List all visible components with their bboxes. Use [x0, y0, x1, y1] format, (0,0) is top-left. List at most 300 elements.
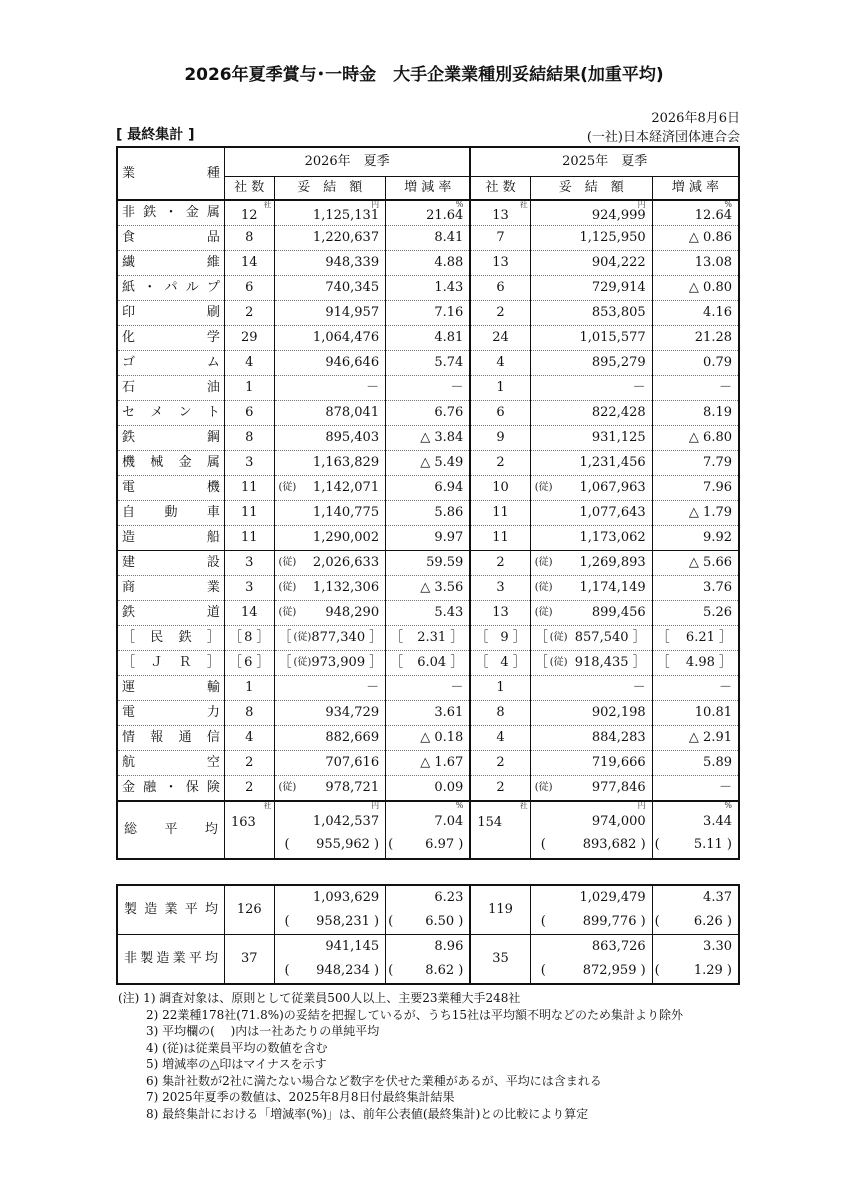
amount-26: 948,339	[274, 251, 386, 276]
company-count-25: 1	[470, 676, 530, 701]
amount-26: (従) 1,132,306	[274, 576, 386, 601]
amount-25: 904,222	[530, 251, 652, 276]
company-count-25: 8	[470, 701, 530, 726]
industry-name: 建設	[117, 551, 224, 576]
rate-stack	[388, 886, 463, 934]
footnote-line: (注) 1) 調査対象は、原則として従業員500人以上、主要23業種大手248社	[118, 991, 521, 1005]
company-count-25: 119	[470, 885, 530, 935]
company-count-25: 6	[470, 276, 530, 301]
amount-26: ［ (従) 877,340 ］	[274, 626, 386, 651]
col-count-2025: 社 数	[470, 177, 530, 201]
industry-name: 紙・パルプ	[117, 276, 224, 301]
unit-amount: 円	[371, 200, 380, 209]
company-count-25: 2	[470, 301, 530, 326]
change-rate-26: 5.86	[386, 501, 471, 526]
industry-name: 石油	[117, 376, 224, 401]
change-rate-26: －	[386, 676, 471, 701]
footnote-line: 8) 最終集計における「増減率(%)」は、前年公表値(最終集計)との比較により算定	[146, 1106, 589, 1121]
industry-name: 機械金属	[117, 451, 224, 476]
weighted-amount: 863,726	[591, 939, 646, 954]
unit-rate: %	[724, 200, 732, 209]
employee-average-flag: (従)	[278, 782, 297, 793]
company-count-26: 1	[224, 376, 274, 401]
change-rate-25: －	[652, 776, 739, 802]
table-row	[117, 451, 739, 476]
company-count-26: 6	[224, 276, 274, 301]
change-rate-26: 59.59	[386, 551, 471, 576]
table-row	[117, 301, 739, 326]
change-rate-26: －	[386, 376, 471, 401]
industry-name: 鉄鋼	[117, 426, 224, 451]
employee-average-flag: (従)	[534, 557, 553, 568]
table-row	[117, 426, 739, 451]
amount-25: ［ (従) 918,435 ］	[530, 651, 652, 676]
amount-stack	[533, 810, 646, 856]
bracket-left: ［	[278, 655, 292, 670]
company-count-25: ［ 9 ］	[470, 626, 530, 651]
amount-26: －	[274, 376, 386, 401]
unit-count: 社	[519, 801, 528, 810]
change-rate-26: % 21.64	[386, 200, 471, 226]
average-name: 非製造業平均	[117, 935, 224, 985]
change-rate-26: 5.43	[386, 601, 471, 626]
amount-25	[530, 801, 652, 859]
amount-stack	[533, 886, 646, 934]
change-rate-25: 21.28	[652, 326, 739, 351]
change-rate-25: 5.89	[652, 751, 739, 776]
industry-name: 造船	[117, 526, 224, 551]
table-row	[117, 251, 739, 276]
employee-average-flag: (従)	[534, 582, 553, 593]
change-rate-25: △ 0.80	[652, 276, 739, 301]
paren-left: (	[284, 963, 290, 978]
company-count-25: 6	[470, 401, 530, 426]
industry-name: セメント	[117, 401, 224, 426]
col-amount-2026: 妥 結 額	[274, 177, 386, 201]
amount-25: 822,428	[530, 401, 652, 426]
employee-average-flag: (従)	[534, 607, 553, 618]
table-row	[117, 776, 739, 802]
company-count-25: 13	[470, 601, 530, 626]
amount-25	[530, 885, 652, 935]
amount-25: 円 924,999	[530, 200, 652, 226]
amount-25: 719,666	[530, 751, 652, 776]
bracket-left: ［	[475, 630, 489, 645]
unit-amount: 円	[371, 801, 380, 810]
company-count-26: 4	[224, 726, 274, 751]
employee-average-flag: (従)	[278, 482, 297, 493]
publish-date: 2026年8月6日	[651, 111, 740, 126]
amount-26: 740,345	[274, 276, 386, 301]
table-row	[117, 351, 739, 376]
company-count-25: 1	[470, 376, 530, 401]
table-row	[117, 376, 739, 401]
paren-left: (	[284, 836, 290, 852]
company-count-26: 126	[224, 885, 274, 935]
change-rate-25: －	[652, 676, 739, 701]
amount-25: (従) 977,846	[530, 776, 652, 802]
simple-rate: ( 6.50 )	[388, 914, 464, 929]
weighted-rate: 8.96	[434, 939, 464, 954]
industry-name: 運輸	[117, 676, 224, 701]
table-row	[117, 476, 739, 501]
company-count-25	[470, 801, 530, 859]
weighted-amount: 974,000	[591, 813, 646, 829]
year-2025-header: 2025年 夏季	[470, 147, 739, 177]
unit-rate: %	[724, 801, 732, 810]
industry-name: 化学	[117, 326, 224, 351]
unit-amount: 円	[637, 801, 646, 810]
change-rate-26: 0.09	[386, 776, 471, 802]
amount-25: (従) 1,067,963	[530, 476, 652, 501]
amount-25: 729,914	[530, 276, 652, 301]
company-count-26: 11	[224, 501, 274, 526]
simple-rate: ( 1.29 )	[654, 963, 732, 978]
change-rate-26: ［ 2.31 ］	[386, 626, 471, 651]
amount-stack	[277, 886, 380, 934]
simple-amount: ( 899,776 )	[533, 915, 646, 929]
amount-25: －	[530, 376, 652, 401]
company-count-25: 24	[470, 326, 530, 351]
table-row	[117, 551, 739, 576]
change-rate-26: △ 5.49	[386, 451, 471, 476]
change-rate-25: △ 1.79	[652, 501, 739, 526]
count-value: 154	[477, 815, 503, 830]
amount-25: 931,125	[530, 426, 652, 451]
amount-25: 1,231,456	[530, 451, 652, 476]
amount-26: (従) 1,142,071	[274, 476, 386, 501]
amount-stack	[277, 935, 380, 983]
employee-average-flag: (従)	[549, 657, 568, 668]
weighted-amount: 1,029,479	[579, 890, 646, 905]
count-value: 163	[230, 815, 256, 830]
simple-amount: ( 955,962 )	[277, 838, 380, 852]
change-rate-25	[652, 935, 739, 985]
company-count-26: 2	[224, 751, 274, 776]
table-row	[117, 626, 739, 651]
amount-stack	[277, 810, 380, 856]
bracket-left: ［	[656, 655, 670, 670]
paren-left: (	[654, 836, 660, 852]
table-row	[117, 501, 739, 526]
change-rate-26: 5.74	[386, 351, 471, 376]
industry-name: 食品	[117, 226, 224, 251]
amount-25: 1,077,643	[530, 501, 652, 526]
table-row	[117, 701, 739, 726]
change-rate-25: ［ 4.98 ］	[652, 651, 739, 676]
company-count-25: 10	[470, 476, 530, 501]
industry-name: 電機	[117, 476, 224, 501]
company-count-26: 37	[224, 935, 274, 985]
bracket-left: ［	[390, 630, 404, 645]
industry-name: 自動車	[117, 501, 224, 526]
change-rate-25: 0.79	[652, 351, 739, 376]
employee-average-flag: (従)	[278, 582, 297, 593]
company-count-25: 3	[470, 576, 530, 601]
amount-26: 882,669	[274, 726, 386, 751]
table-row	[117, 576, 739, 601]
weighted-rate: 7.04	[434, 813, 464, 829]
amount-26	[274, 885, 386, 935]
change-rate-25: △ 0.86	[652, 226, 739, 251]
change-rate-26	[386, 801, 471, 859]
col-count-2026: 社 数	[224, 177, 274, 201]
change-rate-26: △ 0.18	[386, 726, 471, 751]
company-count-25: 13	[470, 251, 530, 276]
amount-26: 946,646	[274, 351, 386, 376]
weighted-rate: 6.23	[434, 890, 464, 905]
change-rate-25: －	[652, 376, 739, 401]
change-rate-25: △ 5.66	[652, 551, 739, 576]
company-count-26: ［ 6 ］	[224, 651, 274, 676]
paren-left: (	[388, 963, 394, 978]
change-rate-25: 13.08	[652, 251, 739, 276]
change-rate-26: △ 3.56	[386, 576, 471, 601]
amount-25: 1,125,950	[530, 226, 652, 251]
company-count-26: 14	[224, 601, 274, 626]
unit-rate: %	[455, 801, 464, 810]
amount-stack	[533, 935, 646, 983]
bracket-left: ［	[534, 630, 548, 645]
table-row	[117, 326, 739, 351]
amount-25	[530, 935, 652, 985]
company-count-26: 11	[224, 526, 274, 551]
col-rate-2025: 増 減 率	[652, 177, 739, 201]
amount-25: 895,279	[530, 351, 652, 376]
weighted-rate: 4.37	[703, 890, 732, 905]
amount-26	[274, 935, 386, 985]
change-rate-26: 3.61	[386, 701, 471, 726]
weighted-rate: 3.44	[703, 813, 732, 829]
change-rate-25: △ 2.91	[652, 726, 739, 751]
unit-count: 社	[519, 200, 528, 209]
employee-average-flag: (従)	[293, 657, 312, 668]
amount-26: 934,729	[274, 701, 386, 726]
amount-26: 1,140,775	[274, 501, 386, 526]
company-count-25: 4	[470, 726, 530, 751]
amount-26: －	[274, 676, 386, 701]
simple-rate: ( 6.97 )	[388, 836, 464, 852]
amount-25: 853,805	[530, 301, 652, 326]
change-rate-26	[386, 885, 471, 935]
paren-left: (	[540, 914, 546, 929]
bracket-left: ［	[475, 655, 489, 670]
change-rate-25	[652, 885, 739, 935]
simple-amount: ( 893,682 )	[533, 838, 646, 852]
simple-amount: ( 958,231 )	[277, 915, 380, 929]
amount-25: －	[530, 676, 652, 701]
table-row	[117, 401, 739, 426]
unit-amount: 円	[637, 200, 646, 209]
amount-25: (従) 1,269,893	[530, 551, 652, 576]
change-rate-26: 4.88	[386, 251, 471, 276]
change-rate-25: 9.92	[652, 526, 739, 551]
company-count-26	[224, 801, 274, 859]
change-rate-25: % 12.64	[652, 200, 739, 226]
amount-26: 1,064,476	[274, 326, 386, 351]
table-row	[117, 676, 739, 701]
company-count-26: 8	[224, 701, 274, 726]
footnote-line: 3) 平均欄の( )内は一社あたりの単純平均	[146, 1024, 380, 1038]
paren-left: (	[284, 914, 290, 929]
company-count-26: 社 12	[224, 200, 274, 226]
weighted-amount: 1,042,537	[312, 813, 380, 829]
change-rate-25: 8.19	[652, 401, 739, 426]
footnote-line: 6) 集計社数が2社に満たない場合など数字を伏せた業種があるが、平均には含まれる	[146, 1073, 602, 1088]
company-count-26: ［ 8 ］	[224, 626, 274, 651]
employee-average-flag: (従)	[278, 557, 297, 568]
rate-stack	[388, 935, 463, 983]
change-rate-25: ［ 6.21 ］	[652, 626, 739, 651]
change-rate-26: △ 3.84	[386, 426, 471, 451]
change-rate-26: 8.41	[386, 226, 471, 251]
rate-stack	[655, 935, 732, 983]
weighted-rate: 3.30	[703, 939, 732, 954]
results-table	[116, 146, 740, 860]
footnotes	[118, 990, 683, 1122]
industry-name: 情報通信	[117, 726, 224, 751]
amount-26: (従) 948,290	[274, 601, 386, 626]
average-name: 製造業平均	[117, 885, 224, 935]
industry-name: 電力	[117, 701, 224, 726]
change-rate-25: 10.81	[652, 701, 739, 726]
table-row	[117, 751, 739, 776]
change-rate-26: ［ 6.04 ］	[386, 651, 471, 676]
change-rate-25	[652, 801, 739, 859]
change-rate-26	[386, 935, 471, 985]
section-label: [ 最終集計 ]	[116, 127, 195, 143]
simple-amount: ( 872,959 )	[533, 964, 646, 978]
company-count-26: 2	[224, 301, 274, 326]
amount-26: 895,403	[274, 426, 386, 451]
table-row	[117, 526, 739, 551]
company-count-25: 2	[470, 751, 530, 776]
company-count-26: 11	[224, 476, 274, 501]
year-2026-header: 2026年 夏季	[224, 147, 470, 177]
amount-25: ［ (従) 857,540 ］	[530, 626, 652, 651]
total-row	[117, 801, 739, 859]
amount-26: 1,290,002	[274, 526, 386, 551]
col-amount-2025: 妥 結 額	[530, 177, 652, 201]
page-title: 2026年夏季賞与･一時金 大手企業業種別妥結結果(加重平均)	[184, 65, 664, 85]
company-count-26: 1	[224, 676, 274, 701]
summary-row	[117, 885, 739, 935]
company-count-25: 35	[470, 935, 530, 985]
change-rate-25: 7.96	[652, 476, 739, 501]
amount-26	[274, 801, 386, 859]
industry-name: ゴム	[117, 351, 224, 376]
amount-26: 878,041	[274, 401, 386, 426]
rate-stack	[388, 810, 463, 856]
paren-left: (	[654, 914, 660, 929]
company-count-26: 2	[224, 776, 274, 802]
change-rate-25: 5.26	[652, 601, 739, 626]
weighted-amount: 1,093,629	[312, 890, 380, 905]
table-row	[117, 276, 739, 301]
company-count-25: 7	[470, 226, 530, 251]
average-name: 総 平 均	[117, 801, 224, 859]
employee-average-flag: (従)	[278, 607, 297, 618]
change-rate-25: 3.76	[652, 576, 739, 601]
employee-average-flag: (従)	[293, 632, 312, 643]
industry-name: 繊維	[117, 251, 224, 276]
bracket-left: ［	[228, 630, 242, 645]
summary-table	[116, 884, 740, 985]
table-row	[117, 226, 739, 251]
industry-name: 非鉄・金属	[117, 200, 224, 226]
footnote-line: 4) (従)は従業員平均の数値を含む	[146, 1040, 328, 1055]
employee-average-flag: (従)	[549, 632, 568, 643]
change-rate-25: 7.79	[652, 451, 739, 476]
paren-left: (	[388, 836, 394, 852]
unit-rate: %	[455, 200, 464, 209]
organization-name: (一社)日本経済団体連合会	[586, 130, 740, 145]
company-count-25: 4	[470, 351, 530, 376]
company-count-26: 14	[224, 251, 274, 276]
employee-average-flag: (従)	[534, 482, 553, 493]
paren-left: (	[654, 963, 660, 978]
summary-row	[117, 935, 739, 985]
company-count-26: 29	[224, 326, 274, 351]
company-count-25: 2	[470, 451, 530, 476]
amount-26: (従) 2,026,633	[274, 551, 386, 576]
bracket-left: ［	[390, 655, 404, 670]
industry-name: 鉄道	[117, 601, 224, 626]
change-rate-25: 4.16	[652, 301, 739, 326]
change-rate-26: 6.76	[386, 401, 471, 426]
paren-left: (	[540, 963, 546, 978]
industry-header: 業 種	[117, 147, 224, 200]
simple-amount: ( 948,234 )	[277, 964, 380, 978]
industry-name: 航空	[117, 751, 224, 776]
company-count-26: 4	[224, 351, 274, 376]
company-count-25: 2	[470, 776, 530, 802]
change-rate-26: 6.94	[386, 476, 471, 501]
table-row	[117, 651, 739, 676]
industry-name: 印刷	[117, 301, 224, 326]
company-count-25: 11	[470, 501, 530, 526]
company-count-25: ［ 4 ］	[470, 651, 530, 676]
amount-26: 1,163,829	[274, 451, 386, 476]
company-count-26: 8	[224, 426, 274, 451]
unit-count: 社	[263, 200, 272, 209]
paren-left: (	[540, 836, 546, 852]
footnote-line: 2) 22業種178社(71.8%)の妥結を把握しているが、うち15社は平均額不明などのため集計より除外	[146, 1007, 684, 1022]
amount-25: 884,283	[530, 726, 652, 751]
unit-count: 社	[263, 801, 272, 810]
change-rate-26: 1.43	[386, 276, 471, 301]
company-count-26: 3	[224, 551, 274, 576]
amount-25: (従) 1,174,149	[530, 576, 652, 601]
bracket-left: ［	[656, 630, 670, 645]
company-count-26: 3	[224, 451, 274, 476]
company-count-25: 2	[470, 551, 530, 576]
industry-name: 金融・保険	[117, 776, 224, 802]
company-count-26: 8	[224, 226, 274, 251]
amount-26: (従) 978,721	[274, 776, 386, 802]
company-count-25: 9	[470, 426, 530, 451]
amount-26: 円 1,125,131	[274, 200, 386, 226]
amount-25: (従) 899,456	[530, 601, 652, 626]
amount-26: 707,616	[274, 751, 386, 776]
company-count-26: 6	[224, 401, 274, 426]
bracket-left: ［	[534, 655, 548, 670]
paren-left: (	[388, 914, 394, 929]
rate-stack	[655, 886, 732, 934]
weighted-amount: 941,145	[325, 939, 380, 954]
table-row	[117, 726, 739, 751]
change-rate-25: △ 6.80	[652, 426, 739, 451]
